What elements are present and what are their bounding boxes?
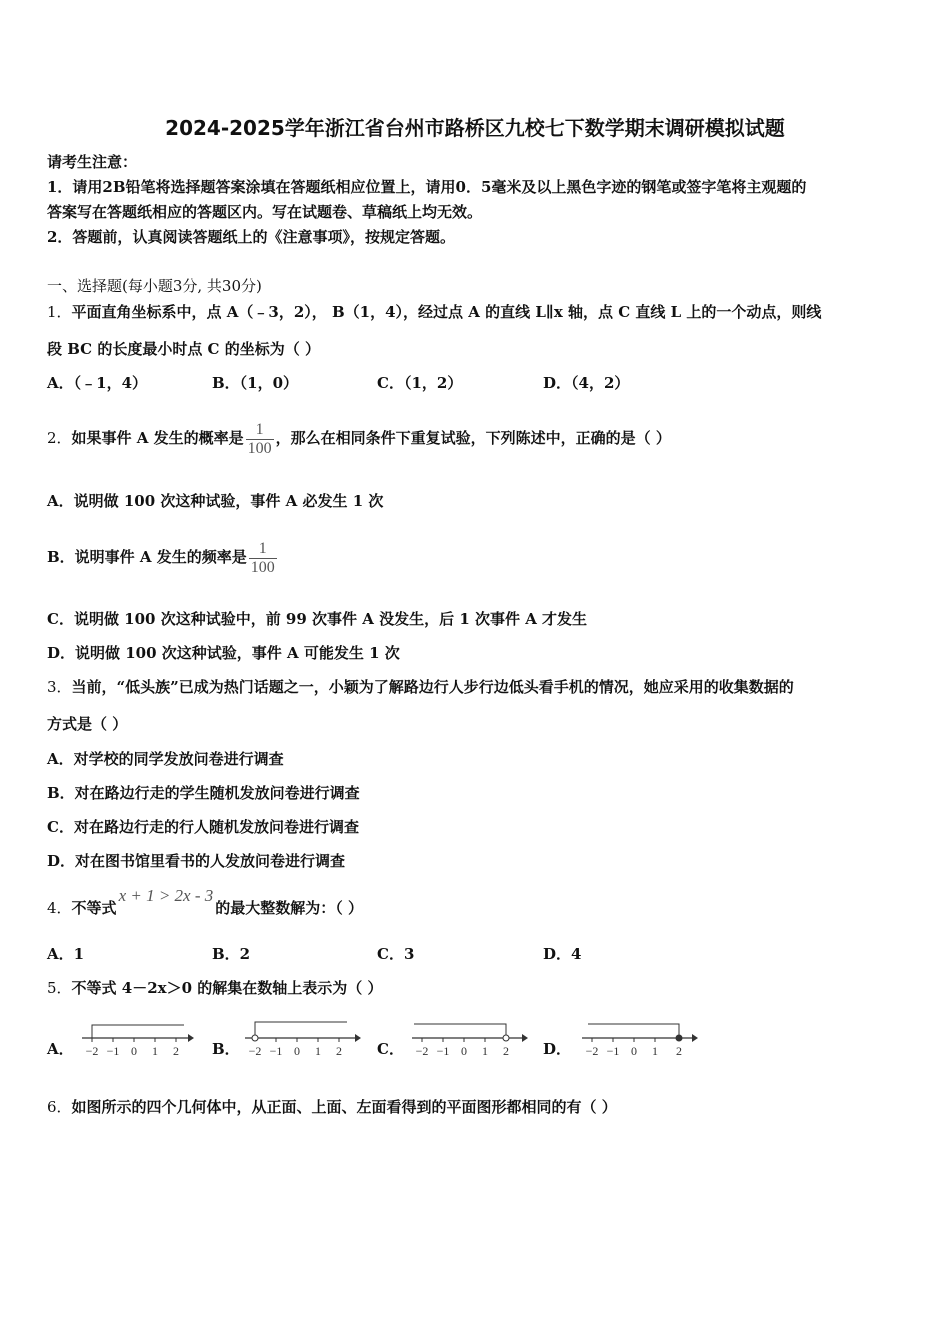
tick-label: 2 bbox=[173, 1044, 179, 1058]
option-a: A．（﹣1，4） bbox=[47, 374, 148, 392]
option-c: C．对在路边行走的行人随机发放问卷进行调查 bbox=[47, 818, 359, 836]
question-text: 如图所示的四个几何体中，从正面、上面、左面看得到的平面图形都相同的有（ ） bbox=[71, 1098, 617, 1116]
tick-label: 2 bbox=[676, 1044, 682, 1058]
solution-bracket bbox=[414, 1024, 506, 1038]
option-b: B．（1，0） bbox=[212, 374, 299, 392]
question-number: 4． bbox=[47, 899, 72, 917]
question-text: 如果事件 A 发生的概率是 bbox=[71, 429, 244, 447]
option-d: D．（4，2） bbox=[543, 374, 630, 392]
closed-point bbox=[676, 1035, 682, 1041]
option-text: B．说明事件 A 发生的频率是 bbox=[47, 548, 247, 566]
notice-heading: 请考生注意： bbox=[47, 153, 138, 171]
tick-label: −2 bbox=[415, 1044, 429, 1058]
tick-label: −1 bbox=[106, 1044, 120, 1058]
question-4 bbox=[47, 886, 363, 918]
arrow-head bbox=[188, 1034, 194, 1042]
question-text: 的最大整数解为：（ ） bbox=[215, 899, 363, 917]
tick-label: −1 bbox=[269, 1044, 283, 1058]
question-5 bbox=[47, 978, 382, 998]
option-a: A．对学校的同学发放问卷进行调查 bbox=[47, 750, 284, 768]
option-b-label: B． bbox=[212, 1040, 240, 1058]
question-number: 2． bbox=[47, 429, 72, 447]
number-line-c bbox=[410, 1018, 530, 1060]
option-b: B．2 bbox=[212, 945, 251, 963]
tick-label: 1 bbox=[482, 1044, 488, 1058]
number-line-b bbox=[243, 1018, 363, 1060]
solution-bracket bbox=[255, 1022, 347, 1038]
notice-item: 2．答题前，认真阅读答题纸上的《注意事项》，按规定答题。 bbox=[47, 228, 455, 246]
question-text: 段 BC 的长度最小时点 C 的坐标为（ ） bbox=[47, 340, 320, 358]
question-text: 不等式 4－2x＞0 的解集在数轴上表示为（ ） bbox=[71, 979, 383, 997]
question-6 bbox=[47, 1097, 617, 1117]
tick-label: 0 bbox=[131, 1044, 137, 1058]
option-d: D．说明做 100 次这种试验，事件 A 可能发生 1 次 bbox=[47, 644, 400, 662]
option-d: D．对在图书馆里看书的人发放问卷进行调查 bbox=[47, 852, 346, 870]
question-3 bbox=[47, 677, 794, 697]
option-a: A．1 bbox=[47, 945, 85, 963]
question-number: 3． bbox=[47, 678, 72, 696]
notice-item: 1．请用2B铅笔将选择题答案涂填在答题纸相应位置上，请用0．5毫米及以上黑色字迹的钢笔或签字笔将主观题的 bbox=[47, 178, 807, 196]
tick-label: 1 bbox=[315, 1044, 321, 1058]
arrow-head bbox=[355, 1034, 361, 1042]
number-line-d bbox=[580, 1018, 700, 1060]
number-line-a bbox=[80, 1018, 195, 1060]
tick-label: −2 bbox=[248, 1044, 262, 1058]
fraction bbox=[249, 540, 277, 577]
tick-label: −2 bbox=[85, 1044, 99, 1058]
fraction-numerator: 1 bbox=[258, 539, 267, 557]
fraction bbox=[246, 421, 274, 458]
notice-item: 答案写在答题纸相应的答题区内。写在试题卷、草稿纸上均无效。 bbox=[47, 203, 483, 221]
solution-bracket bbox=[92, 1025, 184, 1038]
question-1 bbox=[47, 302, 821, 322]
question-number: 5． bbox=[47, 979, 72, 997]
question-text: 当前，“低头族”已成为热门话题之一，小颖为了解路边行人步行边低头看手机的情况，她应采用的收集数据的 bbox=[71, 678, 794, 696]
tick-label: 1 bbox=[152, 1044, 158, 1058]
tick-label: −1 bbox=[606, 1044, 620, 1058]
fraction-numerator: 1 bbox=[255, 420, 264, 438]
option-b: B．对在路边行走的学生随机发放问卷进行调查 bbox=[47, 784, 360, 802]
option-c: C．3 bbox=[377, 945, 415, 963]
fraction-denominator: 100 bbox=[250, 558, 275, 576]
question-text: 方式是（ ） bbox=[47, 715, 128, 733]
arrow-head bbox=[522, 1034, 528, 1042]
option-c-label: C． bbox=[377, 1040, 404, 1058]
option-a-label: A． bbox=[47, 1040, 74, 1058]
arrow-head bbox=[692, 1034, 698, 1042]
page-title: 2024-2025学年浙江省台州市路桥区九校七下数学期末调研模拟试题 bbox=[165, 116, 785, 140]
tick-label: −2 bbox=[585, 1044, 599, 1058]
tick-label: 2 bbox=[503, 1044, 509, 1058]
option-d: D．4 bbox=[543, 945, 582, 963]
question-text: ，那么在相同条件下重复试验，下列陈述中，正确的是（ ） bbox=[275, 429, 671, 447]
tick-label: 0 bbox=[294, 1044, 300, 1058]
open-point bbox=[503, 1035, 509, 1041]
option-a: A．说明做 100 次这种试验，事件 A 必发生 1 次 bbox=[47, 492, 384, 510]
fraction-denominator: 100 bbox=[247, 439, 272, 457]
question-text: 不等式 bbox=[71, 899, 117, 917]
question-text: 平面直角坐标系中，点 A（﹣3，2）， B（1，4），经过点 A 的直线 L∥x 轴，点 C 直线 L 上的一个动点，则线 bbox=[71, 303, 822, 321]
question-number: 1． bbox=[47, 303, 72, 321]
tick-label: −1 bbox=[436, 1044, 450, 1058]
question-2 bbox=[47, 411, 671, 465]
option-d-label: D． bbox=[543, 1040, 572, 1058]
option-c: C．（1，2） bbox=[377, 374, 463, 392]
solution-bracket bbox=[588, 1024, 679, 1038]
tick-label: 1 bbox=[652, 1044, 658, 1058]
inequality-expression: x + 1 > 2x - 3 bbox=[118, 886, 214, 905]
open-point bbox=[252, 1035, 258, 1041]
option-c: C．说明做 100 次这种试验中，前 99 次事件 A 没发生，后 1 次事件 A 才发生 bbox=[47, 610, 588, 628]
tick-label: 0 bbox=[631, 1044, 637, 1058]
option-b bbox=[47, 527, 279, 587]
tick-label: 2 bbox=[336, 1044, 342, 1058]
section-heading: 一、选择题(每小题3分, 共30分) bbox=[47, 277, 262, 295]
question-number: 6． bbox=[47, 1098, 72, 1116]
tick-label: 0 bbox=[461, 1044, 467, 1058]
